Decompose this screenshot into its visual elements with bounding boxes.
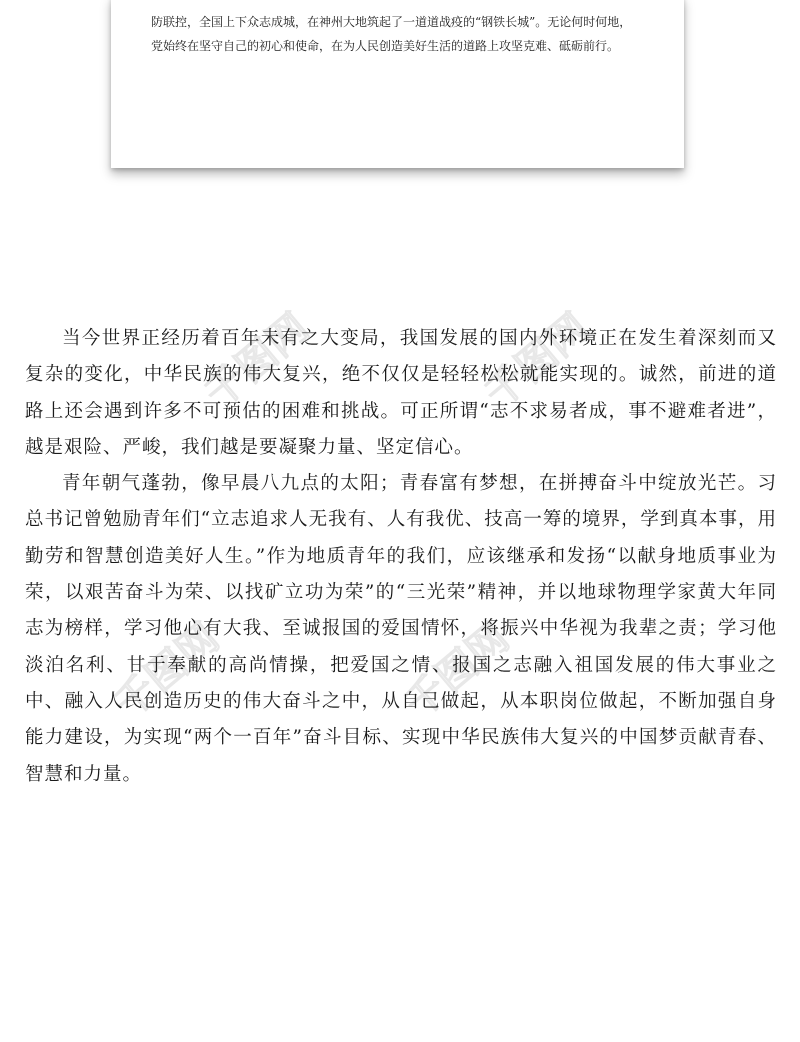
watermark: 千图网 — [476, 304, 598, 418]
article-body — [25, 321, 777, 793]
document-preview-card — [111, 0, 684, 168]
watermark: 千图网 — [106, 614, 228, 728]
watermark: 千图网 — [196, 304, 318, 418]
watermark: 千图网 — [396, 614, 518, 728]
preview-line: 防联控，全国上下众志成城，在神州大地筑起了一道道战疫的“钢铁长城”。无论何时何地， — [151, 15, 632, 29]
paragraph: 青年朝气蓬勃，像早晨八九点的太阳；青春富有梦想，在拼搏奋斗中绽放光芒。习总书记曾勉励青年们“立志追求人无我有、人有我优、技高一筹的境界，学到真本事，用勤劳和智慧创造美好人生。”作为地质青年的我们，应该继承和发扬“以献身地质事业为荣，以艰苦奋斗为荣、以找矿立功为荣”的“三光荣”精神，并以地球物理学家黄大年同志为榜样，学习他心有大我、至诚报国的爱国情怀，将振兴中华视为我辈之责；学习他淡泊名利、甘于奉献的高尚情操，把爱国之情、报国之志融入祖国发展的伟大事业之中、融入人民创造历史的伟大奋斗之中，从自己做起，从本职岗位做起，不断加强自身能力建设，为实现“两个一百年”奋斗目标、实现中华民族伟大复兴的中国梦贡献青春、智慧和力量。 — [25, 473, 777, 785]
paragraph: 当今世界正经历着百年未有之大变局，我国发展的国内外环境正在发生着深刻而又复杂的变化，中华民族的伟大复兴，绝不仅仅是轻轻松松就能实现的。诚然，前进的道路上还会遇到许多不可预估的困难和挑战。可正所谓“志不求易者成，事不避难者进”，越是艰险、严峻，我们越是要凝聚力量、坚定信心。 — [25, 328, 777, 458]
preview-line: 党始终在坚守自己的初心和使命，在为人民创造美好生活的道路上攻坚克难、砥砺前行。 — [151, 39, 620, 53]
